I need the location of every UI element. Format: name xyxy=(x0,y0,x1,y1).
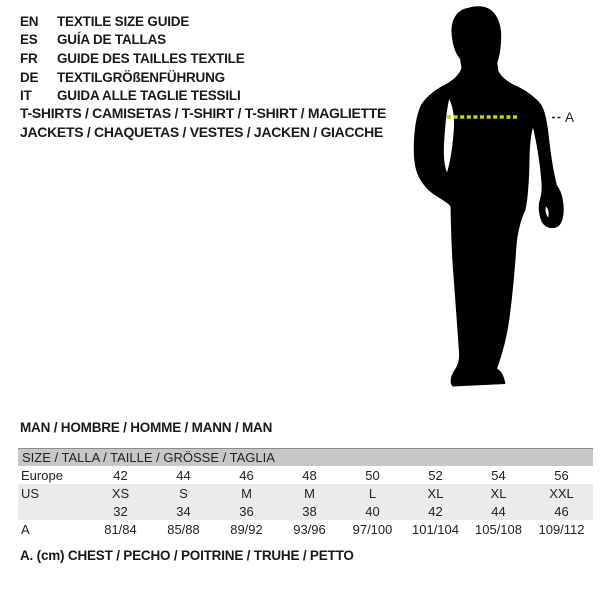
section-title-man: MAN / HOMBRE / HOMME / MANN / MAN xyxy=(20,420,273,435)
size-cell: 44 xyxy=(176,467,191,483)
size-cell: S xyxy=(179,485,188,501)
size-cell: 54 xyxy=(491,467,506,483)
row-label: Europe xyxy=(21,467,63,483)
size-cell: 42 xyxy=(428,503,443,519)
size-cell: XXL xyxy=(549,485,574,501)
size-cell: XS xyxy=(111,485,130,501)
size-cell: 52 xyxy=(428,467,443,483)
table-row-us xyxy=(18,484,593,502)
size-cell: 101/104 xyxy=(412,521,459,537)
size-cell: 85/88 xyxy=(167,521,200,537)
table-row-chest-a xyxy=(18,520,593,538)
language-row-it xyxy=(20,86,245,105)
language-row-es xyxy=(20,31,245,50)
language-code: IT xyxy=(20,88,32,104)
size-cell: 32 xyxy=(113,503,128,519)
measure-label-a: A xyxy=(565,110,575,125)
man-silhouette xyxy=(414,6,564,386)
language-code: EN xyxy=(20,13,39,29)
size-cell: 34 xyxy=(176,503,191,519)
size-cell: 36 xyxy=(239,503,254,519)
garment-categories xyxy=(20,104,386,142)
language-title: GUIDE DES TAILLES TEXTILE xyxy=(57,50,245,66)
table-row-europe xyxy=(18,466,593,484)
size-cell: 48 xyxy=(302,467,317,483)
language-row-de xyxy=(20,68,245,87)
category-line-tshirts: T-SHIRTS / CAMISETAS / T-SHIRT / T-SHIRT / MAGLIETTE xyxy=(20,105,387,121)
row-label: A xyxy=(21,521,30,537)
size-cell: 50 xyxy=(365,467,380,483)
size-cell: 56 xyxy=(554,467,569,483)
size-cell: 105/108 xyxy=(475,521,522,537)
language-title: GUÍA DE TALLAS xyxy=(57,32,166,48)
size-cell: M xyxy=(241,485,252,501)
size-cell: 46 xyxy=(554,503,569,519)
size-table xyxy=(18,448,593,538)
size-cell: 81/84 xyxy=(104,521,137,537)
language-code: FR xyxy=(20,50,38,66)
language-title: GUIDA ALLE TAGLIE TESSILI xyxy=(57,88,241,104)
language-list xyxy=(20,12,245,105)
size-cell: 40 xyxy=(365,503,380,519)
language-code: DE xyxy=(20,69,39,85)
language-title: TEXTILE SIZE GUIDE xyxy=(57,13,190,29)
man-silhouette-figure xyxy=(405,0,580,400)
size-cell: 93/96 xyxy=(293,521,326,537)
size-cell: 97/100 xyxy=(352,521,393,537)
language-row-fr xyxy=(20,49,245,68)
size-cell: 46 xyxy=(239,467,254,483)
row-label: US xyxy=(21,485,40,501)
category-line-jackets: JACKETS / CHAQUETAS / VESTES / JACKEN / GIACCHE xyxy=(20,124,383,140)
language-title: TEXTILGRÖßENFÜHRUNG xyxy=(57,69,225,85)
size-cell: XL xyxy=(490,485,507,501)
size-cell: 42 xyxy=(113,467,128,483)
size-cell: 38 xyxy=(302,503,317,519)
table-row-us-numeric xyxy=(18,502,593,520)
size-cell: 44 xyxy=(491,503,506,519)
language-row-en xyxy=(20,12,245,31)
measurement-footnote: A. (cm) CHEST / PECHO / POITRINE / TRUHE / PETTO xyxy=(20,548,354,563)
language-code: ES xyxy=(20,32,38,48)
size-cell: XL xyxy=(427,485,444,501)
size-cell: M xyxy=(304,485,315,501)
size-table-header: SIZE / TALLA / TAILLE / GRÖSSE / TAGLIA xyxy=(18,448,593,466)
size-cell: 89/92 xyxy=(230,521,263,537)
size-cell: 109/112 xyxy=(538,521,585,537)
size-cell: L xyxy=(368,485,377,501)
